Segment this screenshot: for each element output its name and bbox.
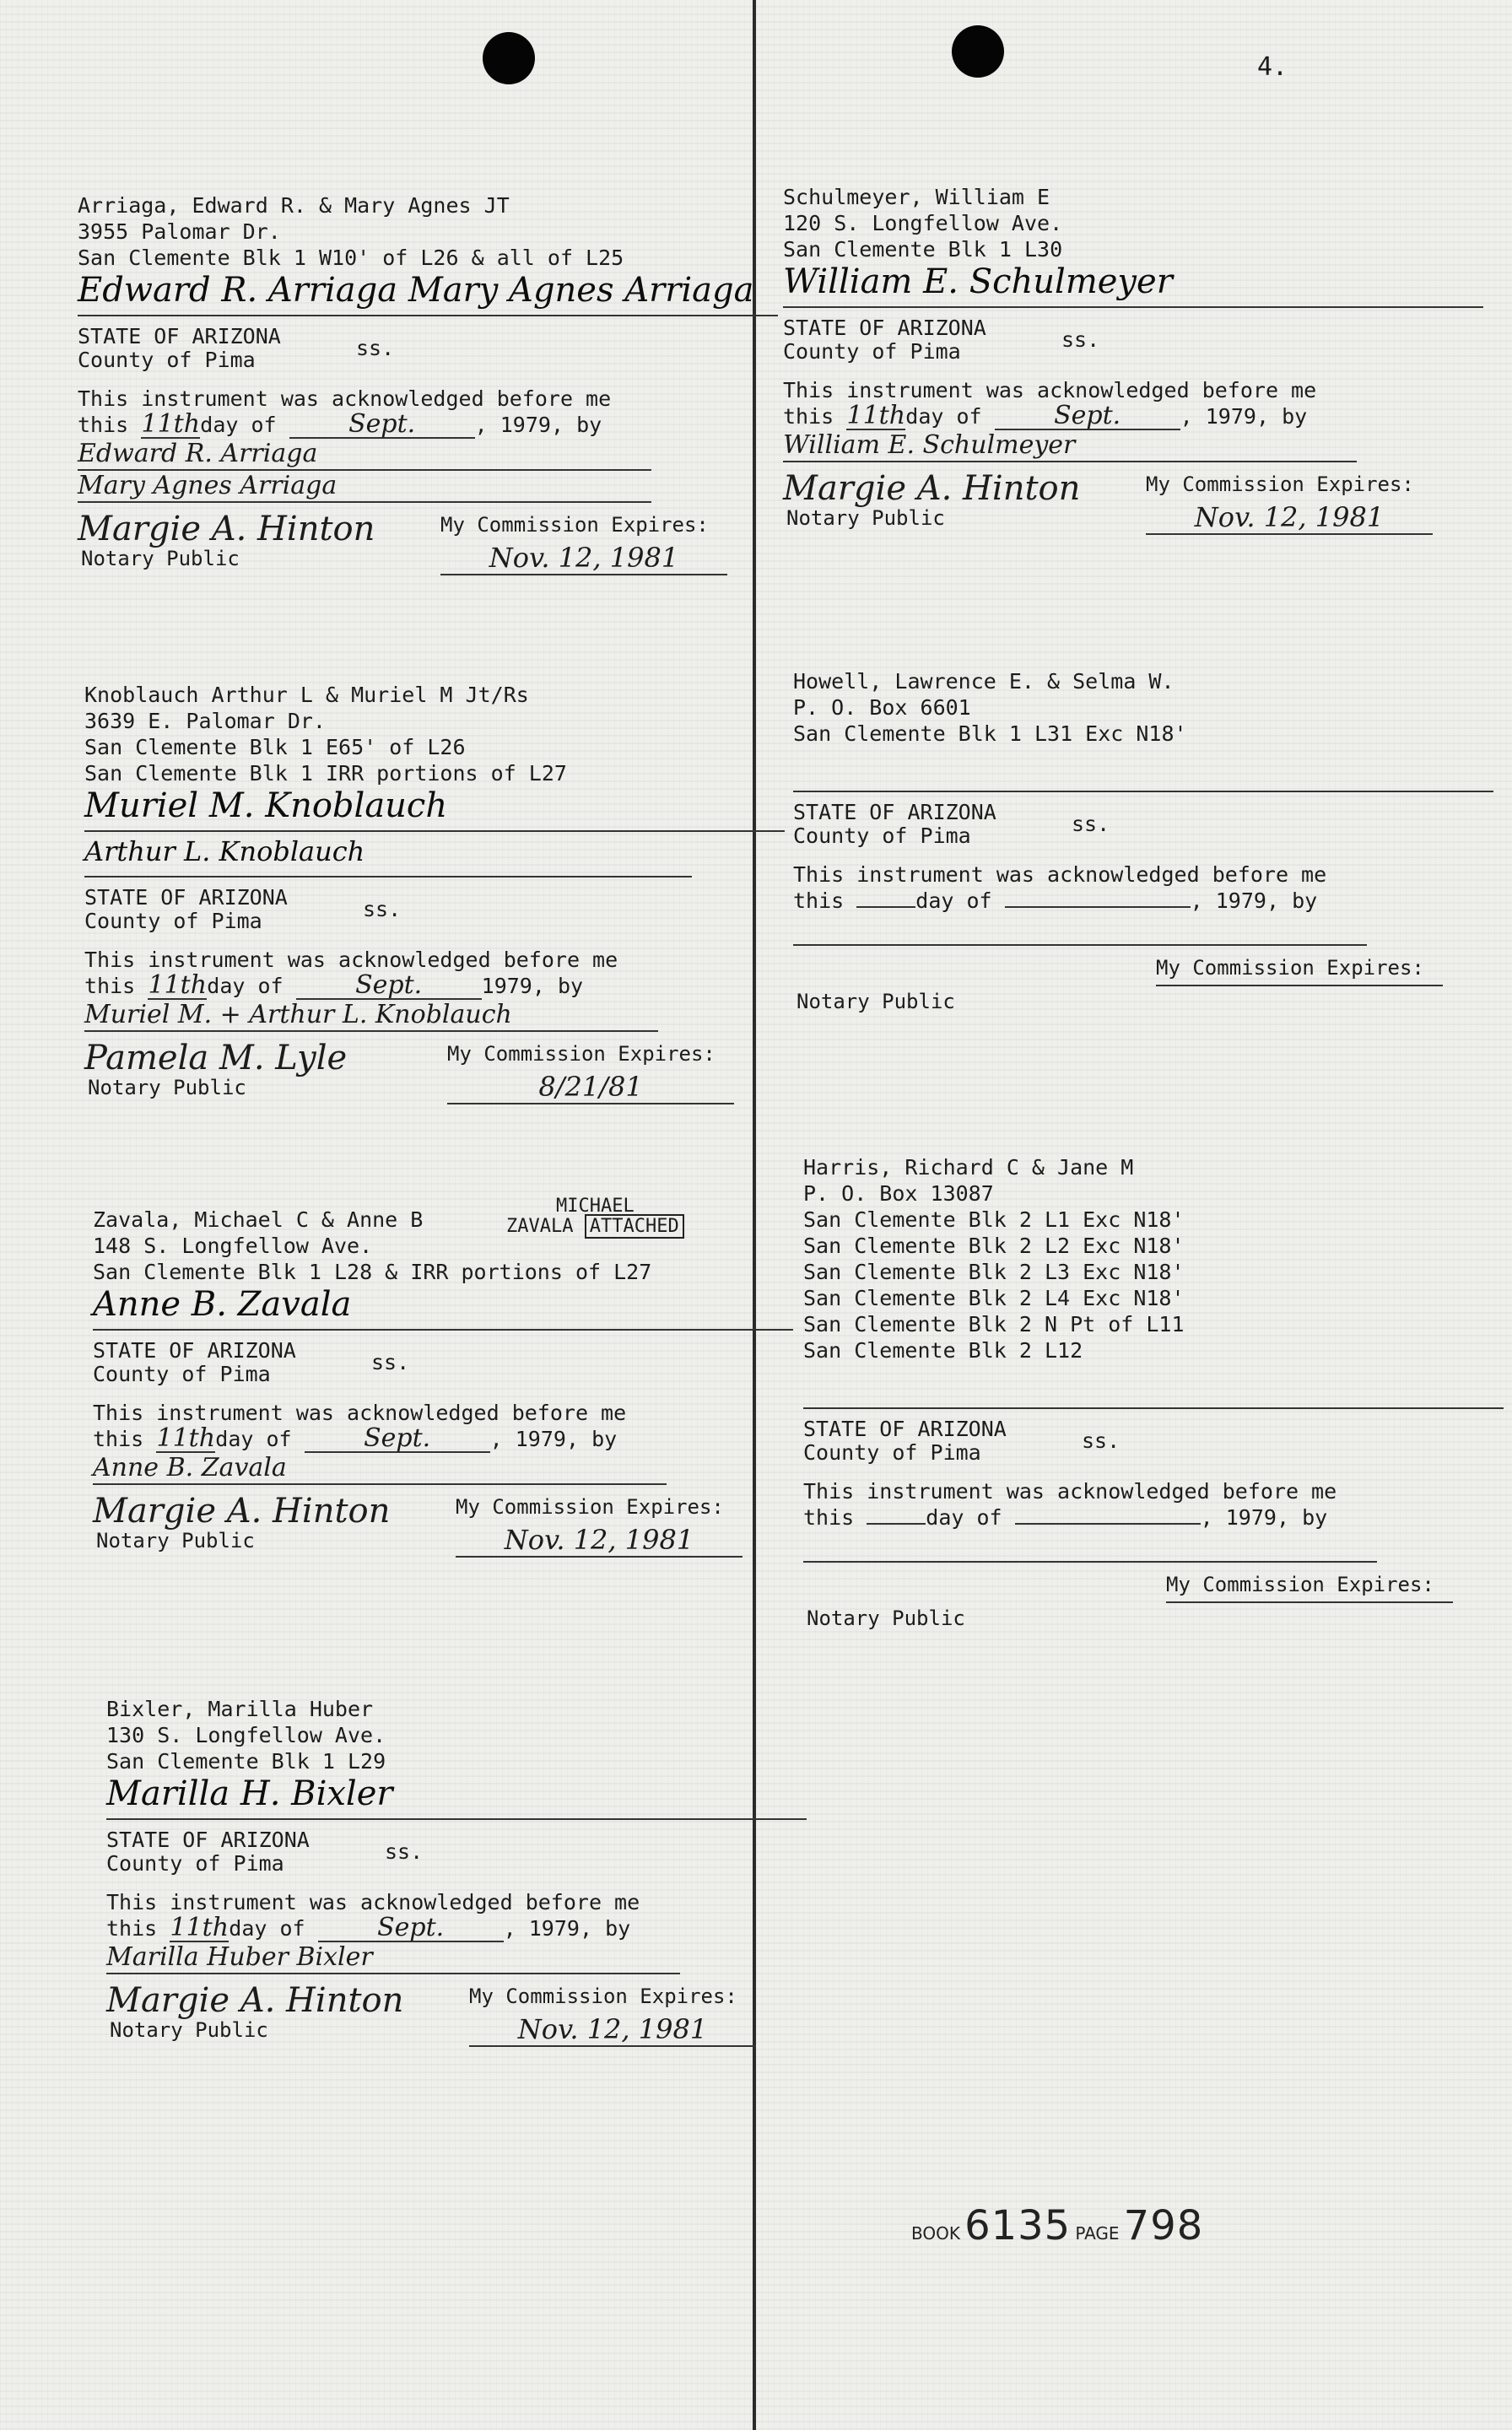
ack-this: this	[106, 1916, 158, 1941]
notary-row	[803, 1569, 1504, 1645]
notary-signature: Margie A. Hinton	[78, 510, 375, 548]
state-label: STATE OF ARIZONA	[803, 1417, 1007, 1441]
entry-bixler	[106, 1696, 807, 2057]
address-line: Zavala, Michael C & Anne B	[93, 1207, 424, 1232]
acknowledged-name: Anne B. Zavala	[93, 1453, 667, 1485]
stamp-book-label: BOOK	[911, 2223, 960, 2244]
address-line: San Clemente Blk 2 L3 Exc N18'	[803, 1260, 1185, 1284]
commission-date: 8/21/81	[447, 1071, 734, 1104]
venue	[78, 325, 778, 372]
ack-year: , 1979, by	[1190, 888, 1318, 913]
acknowledged-name: Marilla Huber Bixler	[106, 1942, 680, 1974]
address-line: P. O. Box 6601	[793, 695, 971, 720]
ack-month	[1005, 906, 1191, 908]
address-line: San Clemente Blk 1 W10' of L26 & all of L25	[78, 246, 624, 270]
ack-dayof: day of	[229, 1916, 305, 1941]
ack-dayof: day of	[926, 1505, 1002, 1530]
address-line: Howell, Lawrence E. & Selma W.	[793, 669, 1174, 694]
annotation-boxed: ATTACHED	[585, 1214, 684, 1239]
ss-label: ss.	[385, 1839, 424, 1864]
stamp-page-number: 798	[1123, 2202, 1204, 2249]
ss-label: ss.	[1072, 812, 1110, 836]
acknowledgment	[793, 861, 1493, 914]
county-label: County of Pima	[93, 1362, 271, 1386]
ack-day: 11th	[846, 401, 906, 430]
notary-row	[783, 469, 1483, 545]
venue	[84, 886, 785, 933]
ack-text: This instrument was acknowledged before me	[783, 378, 1317, 402]
venue	[803, 1418, 1504, 1465]
ack-dayof: day of	[215, 1427, 292, 1451]
punch-hole	[952, 25, 1004, 78]
recording-stamp	[911, 2202, 1203, 2249]
commission-label: My Commission Expires:	[456, 1495, 724, 1519]
commission-label: My Commission Expires:	[440, 513, 709, 537]
acknowledged-name	[803, 1531, 1377, 1563]
address-line: Harris, Richard C & Jane M	[803, 1155, 1134, 1180]
county-label: County of Pima	[106, 1851, 284, 1876]
ack-this: this	[783, 404, 834, 429]
owner-signature: Muriel M. Knoblauch	[84, 786, 448, 825]
ack-dayof: day of	[200, 413, 277, 437]
owner-signature: Anne B. Zavala	[93, 1285, 352, 1324]
ack-day	[856, 906, 915, 908]
address-line: San Clemente Blk 1 L30	[783, 237, 1063, 262]
owner-signature: Edward R. Arriaga Mary Agnes Arriaga	[78, 271, 754, 310]
notary-title: Notary Public	[96, 1529, 255, 1552]
county-label: County of Pima	[803, 1440, 981, 1465]
ack-year: , 1979, by	[474, 413, 602, 437]
notary-title: Notary Public	[110, 2018, 268, 2042]
signature-line	[793, 747, 1493, 792]
address-line: 130 S. Longfellow Ave.	[106, 1723, 386, 1747]
notary-row	[106, 1981, 807, 2057]
ack-this: this	[803, 1505, 855, 1530]
acknowledgment	[84, 947, 785, 1000]
notary-row	[793, 953, 1493, 1029]
address-line: 148 S. Longfellow Ave.	[93, 1234, 373, 1258]
owner-signature: William E. Schulmeyer	[783, 262, 1173, 301]
notary-title: Notary Public	[796, 990, 955, 1013]
ack-dayof: day of	[915, 888, 992, 913]
venue	[106, 1828, 807, 1876]
county-label: County of Pima	[783, 339, 961, 364]
ss-label: ss.	[1082, 1428, 1120, 1453]
address-line: San Clemente Blk 2 L1 Exc N18'	[803, 1207, 1185, 1232]
ack-year: , 1979, by	[503, 1916, 631, 1941]
commission-label: My Commission Expires:	[1156, 956, 1424, 980]
entry-arriaga	[78, 192, 778, 586]
state-label: STATE OF ARIZONA	[783, 316, 986, 340]
ack-month: Sept.	[305, 1426, 490, 1453]
attached-annotation	[506, 1196, 684, 1237]
entry-howell	[793, 668, 1493, 1029]
notary-signature: Margie A. Hinton	[783, 469, 1081, 508]
acknowledgment	[78, 386, 778, 439]
ack-text: This instrument was acknowledged before me	[803, 1479, 1337, 1504]
ack-month: Sept.	[318, 1915, 504, 1942]
address-line: San Clemente Blk 2 L4 Exc N18'	[803, 1286, 1185, 1310]
ack-dayof: day of	[207, 974, 284, 998]
commission-label: My Commission Expires:	[469, 1984, 737, 2008]
stamp-book-number: 6135	[964, 2202, 1072, 2249]
entry-zavala	[93, 1207, 793, 1568]
punch-hole	[483, 32, 535, 84]
notary-row	[93, 1492, 793, 1568]
entry-knoblauch	[84, 682, 785, 1115]
entry-harris	[803, 1154, 1504, 1645]
address-line: San Clemente Blk 2 L2 Exc N18'	[803, 1234, 1185, 1258]
acknowledged-name: William E. Schulmeyer	[783, 430, 1357, 462]
address-line: 3955 Palomar Dr.	[78, 219, 281, 244]
ack-text: This instrument was acknowledged before me	[93, 1401, 627, 1425]
address-line: San Clemente Blk 1 L31 Exc N18'	[793, 721, 1187, 746]
ack-year: , 1979, by	[1200, 1505, 1328, 1530]
ack-year: , 1979, by	[489, 1427, 618, 1451]
acknowledgment	[93, 1400, 793, 1453]
state-label: STATE OF ARIZONA	[84, 885, 288, 910]
notary-title: Notary Public	[88, 1076, 246, 1099]
notary-signature: Margie A. Hinton	[106, 1981, 404, 2020]
ack-year: , 1979, by	[1180, 404, 1308, 429]
state-label: STATE OF ARIZONA	[793, 800, 996, 824]
signature-line	[783, 262, 1483, 308]
notary-row	[84, 1039, 785, 1115]
ss-label: ss.	[1061, 327, 1100, 352]
ss-label: ss.	[371, 1350, 410, 1374]
signature-line	[803, 1364, 1504, 1409]
ack-day: 11th	[156, 1423, 216, 1453]
entry-schulmeyer	[783, 184, 1483, 545]
venue	[93, 1339, 793, 1386]
acknowledged-name	[793, 914, 1367, 946]
page-number: 4.	[1257, 52, 1288, 82]
venue	[783, 316, 1483, 364]
ack-day: 11th	[148, 970, 208, 1000]
commission-date: Nov. 12, 1981	[469, 2013, 756, 2047]
address-line: Bixler, Marilla Huber	[106, 1697, 374, 1721]
address-line: Knoblauch Arthur L & Muriel M Jt/Rs	[84, 683, 529, 707]
notary-row	[78, 510, 778, 586]
ack-this: this	[93, 1427, 144, 1451]
ack-day: 11th	[141, 409, 201, 439]
ack-month: Sept.	[995, 403, 1180, 430]
signature-line	[78, 271, 778, 316]
state-label: STATE OF ARIZONA	[78, 324, 281, 348]
venue	[793, 801, 1493, 848]
annotation-line: ZAVALA	[506, 1216, 574, 1237]
signature-line	[93, 1285, 793, 1331]
annotation-line: MICHAEL	[555, 1196, 634, 1217]
ack-this: this	[84, 974, 136, 998]
address-line: San Clemente Blk 1 L29	[106, 1749, 386, 1774]
ack-day: 11th	[170, 1913, 230, 1942]
county-label: County of Pima	[793, 824, 971, 848]
commission-date	[1156, 985, 1443, 986]
acknowledgment	[803, 1478, 1504, 1531]
ack-text: This instrument was acknowledged before me	[84, 948, 618, 972]
address-line: San Clemente Blk 2 N Pt of L11	[803, 1312, 1185, 1336]
owner-signature: Arthur L. Knoblauch	[84, 835, 365, 867]
county-label: County of Pima	[78, 348, 256, 372]
signature-line	[84, 786, 785, 832]
commission-date: Nov. 12, 1981	[456, 1524, 742, 1558]
ack-dayof: day of	[905, 404, 982, 429]
ack-text: This instrument was acknowledged before me	[78, 386, 612, 411]
commission-label: My Commission Expires:	[1146, 472, 1414, 496]
notary-title: Notary Public	[807, 1606, 965, 1630]
notary-signature: Margie A. Hinton	[93, 1492, 391, 1531]
address-line: San Clemente Blk 1 L28 & IRR portions of L27	[93, 1260, 652, 1284]
address-line: Schulmeyer, William E	[783, 185, 1050, 209]
address-line: Arriaga, Edward R. & Mary Agnes JT	[78, 193, 510, 218]
ack-this: this	[78, 413, 129, 437]
ack-day	[867, 1523, 926, 1525]
acknowledged-name: Edward R. Arriaga	[78, 439, 651, 471]
acknowledged-name: Mary Agnes Arriaga	[78, 471, 651, 503]
acknowledgment	[783, 377, 1483, 430]
notary-signature: Pamela M. Lyle	[84, 1039, 348, 1077]
address-line: San Clemente Blk 1 IRR portions of L27	[84, 761, 567, 786]
address-line: 3639 E. Palomar Dr.	[84, 709, 326, 733]
ack-text: This instrument was acknowledged before me	[793, 862, 1327, 887]
ack-month	[1015, 1523, 1201, 1525]
commission-date	[1166, 1601, 1453, 1603]
commission-label: My Commission Expires:	[1166, 1573, 1434, 1596]
ack-month: Sept.	[289, 412, 475, 439]
ack-this: this	[793, 888, 845, 913]
address-line: San Clemente Blk 1 E65' of L26	[84, 735, 466, 759]
ack-month: Sept.	[296, 973, 482, 1000]
address-line: 120 S. Longfellow Ave.	[783, 211, 1063, 235]
stamp-page-label: PAGE	[1075, 2223, 1120, 2244]
ss-label: ss.	[356, 336, 395, 360]
ss-label: ss.	[363, 897, 402, 921]
ack-year: 1979, by	[481, 974, 584, 998]
signature-line	[106, 1774, 807, 1820]
address-line: San Clemente Blk 2 L12	[803, 1338, 1083, 1363]
state-label: STATE OF ARIZONA	[106, 1828, 310, 1852]
county-label: County of Pima	[84, 909, 262, 933]
address-line: P. O. Box 13087	[803, 1181, 994, 1206]
state-label: STATE OF ARIZONA	[93, 1338, 296, 1363]
commission-date: Nov. 12, 1981	[1146, 501, 1433, 535]
owner-signature: Marilla H. Bixler	[106, 1774, 393, 1813]
signature-line	[84, 832, 692, 878]
commission-date: Nov. 12, 1981	[440, 542, 727, 575]
acknowledgment	[106, 1889, 807, 1942]
acknowledged-name: Muriel M. + Arthur L. Knoblauch	[84, 1000, 658, 1032]
notary-title: Notary Public	[81, 547, 240, 570]
notary-title: Notary Public	[786, 506, 945, 530]
commission-label: My Commission Expires:	[447, 1042, 716, 1066]
ack-text: This instrument was acknowledged before me	[106, 1890, 640, 1914]
